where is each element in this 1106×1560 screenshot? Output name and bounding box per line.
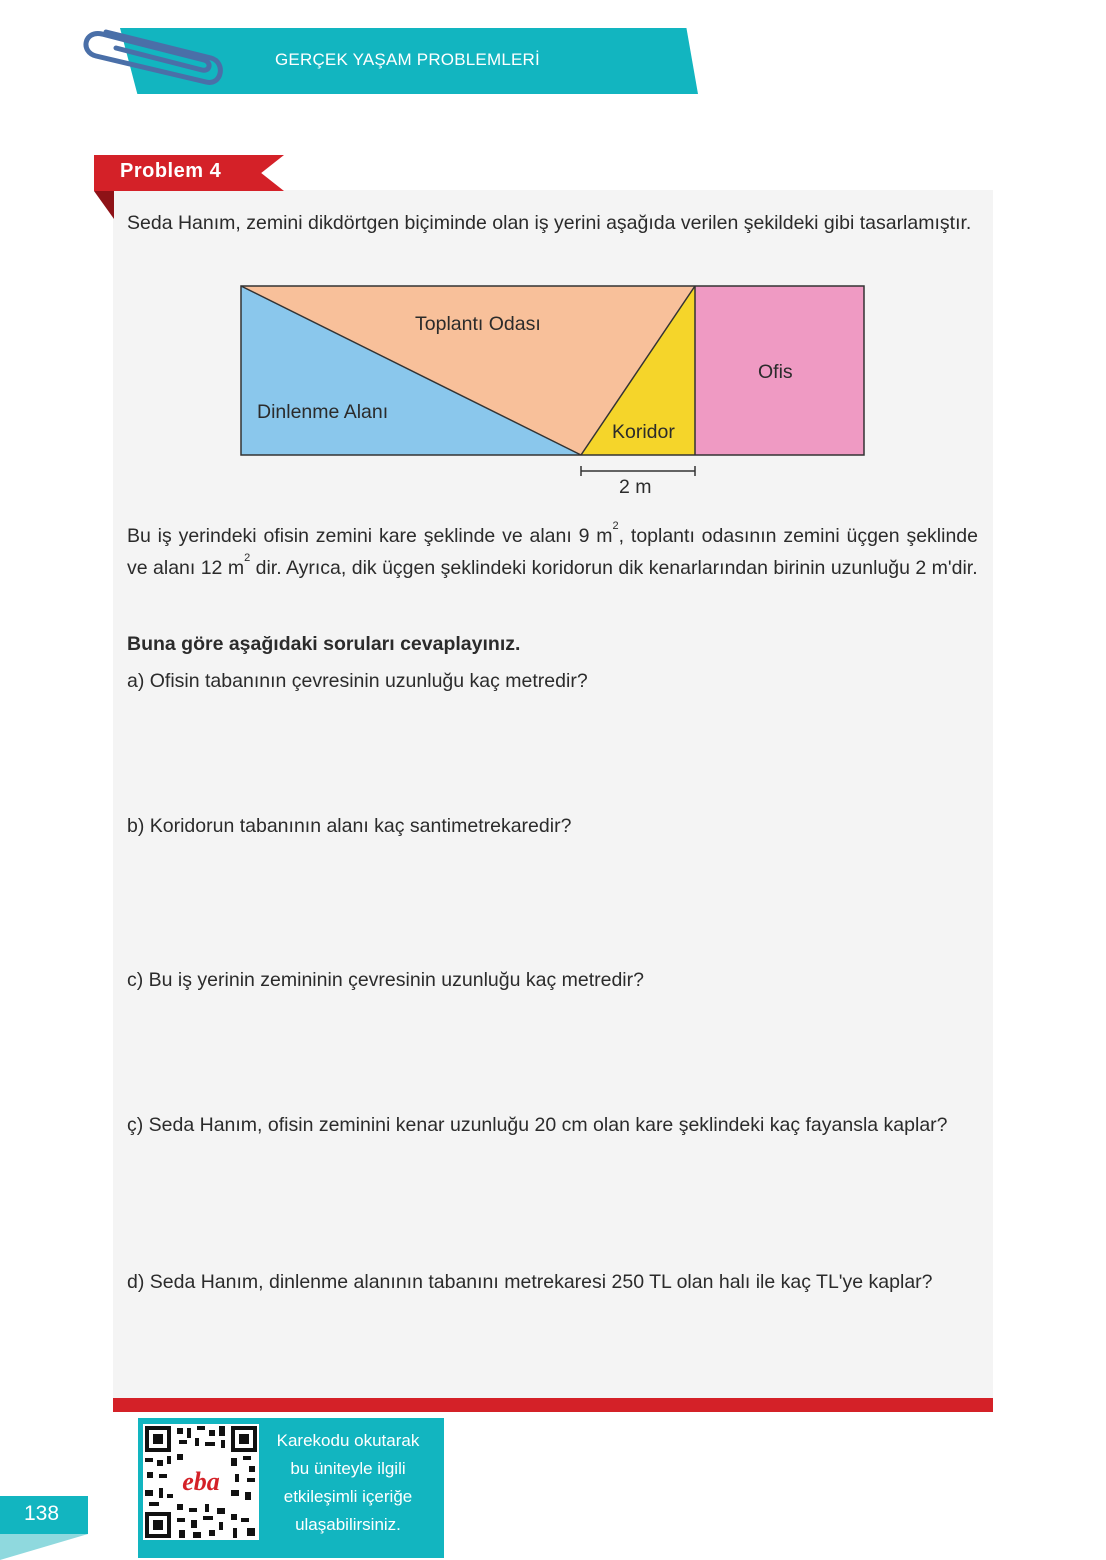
eba-logo: eba [182,1467,220,1496]
meeting-room-label: Toplantı Odası [415,313,541,335]
instruction: Buna göre aşağıdaki soruları cevaplayınız. [127,633,521,655]
paperclip-icon [76,20,226,100]
page-tab-decoration [0,1534,88,1560]
qr-caption: Karekodu okutarak bu üniteyle ilgili etkileşimli içeriğe ulaşabilirsiniz. [276,1431,420,1534]
corridor-label: Koridor [612,421,675,443]
footer-rule [113,1398,993,1412]
qr-code-icon[interactable] [143,1424,259,1540]
section-title: GERÇEK YAŞAM PROBLEMLERİ [275,50,540,69]
problem-intro: Seda Hanım, zemini dikdörtgen biçiminde olan iş yerini aşağıda verilen şekildeki gibi tasarlamıştır. [127,212,972,234]
question-d: d) Seda Hanım, dinlenme alanının tabanını metrekaresi 250 TL olan halı ile kaç TL'ye kaplar? [127,1271,933,1293]
question-cc: ç) Seda Hanım, ofisin zeminini kenar uzunluğu 20 cm olan kare şeklindeki kaç fayansla kaplar? [127,1114,948,1136]
question-b: b) Koridorun tabanının alanı kaç santimetrekaredir? [127,815,572,837]
problem-description: Bu iş yerindeki ofisin zemini kare şeklinde ve alanı 9 $m^2$, toplantı odasının zemini üçgen şeklinde ve alanı 12 $m^2$ dir. Ayrıca, dik üçgen şeklindeki koridorun dik kenarlarından birinin uzunluğu 2 m'dir. [127,520,978,579]
question-c: c) Bu iş yerinin zemininin çevresinin uzunluğu kaç metredir? [127,969,644,991]
problem-label: Problem 4 [120,160,222,182]
rest-area-label: Dinlenme Alanı [257,401,389,423]
dimension-label: 2 m [619,476,652,498]
question-a: a) Ofisin tabanının çevresinin uzunluğu kaç metredir? [127,670,588,692]
ribbon-fold [94,191,114,219]
floor-plan-diagram [238,283,868,503]
office-label: Ofis [758,361,793,383]
page-number: 138 [24,1502,60,1525]
